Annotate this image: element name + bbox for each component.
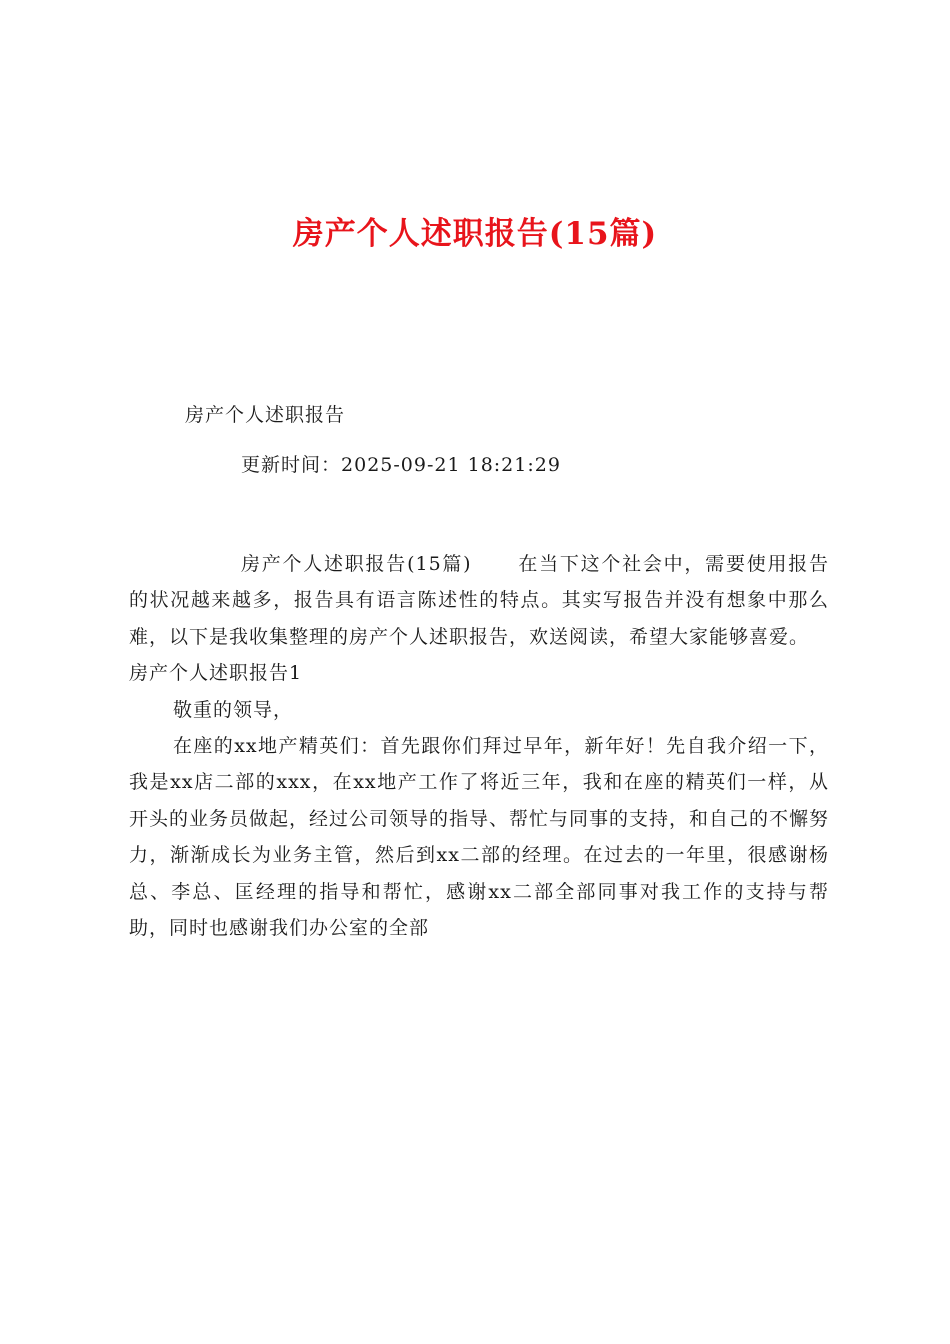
section-title: 房产个人述职报告1 (129, 662, 303, 685)
document-title: 房产个人述职报告(15篇) (292, 216, 658, 252)
document-subheading: 房产个人述职报告 (185, 404, 346, 426)
body-paragraph: 在座的xx地产精英们：首先跟你们拜过早年，新年好！先自我介绍一下，我是xx店二部的xxx，在xx地产工作了将近三年，我和在座的精英们一样，从开头的业务员做起，经过公司领导的指导、帮忙与同事的支持，和自己的不懈努力，渐渐成长为业务主管，然后到xx二部的经理。在过去的一年里，很感谢杨总、李总、匡经理的指导和帮忙，感谢xx二部全部同事对我工作的支持与帮助，同时也感谢我们办公室的全部 (129, 735, 830, 940)
intro-paragraph (129, 546, 829, 655)
salutation: 敬重的领导， (173, 698, 294, 721)
document-body (129, 546, 829, 946)
intro-text: 在当下这个社会中，需要使用报告的状况越来越多，报告具有语言陈述性的特点。其实写报告并没有想象中那么难，以下是我收集整理的房产个人述职报告，欢送阅读，希望大家能够喜爱。 (129, 553, 829, 648)
update-time-value: 2025-09-21 18:21:29 (341, 454, 561, 476)
intro-title: 房产个人述职报告(15篇) (241, 553, 472, 575)
update-time-label: 更新时间： (241, 454, 342, 476)
update-time-line (241, 450, 561, 480)
